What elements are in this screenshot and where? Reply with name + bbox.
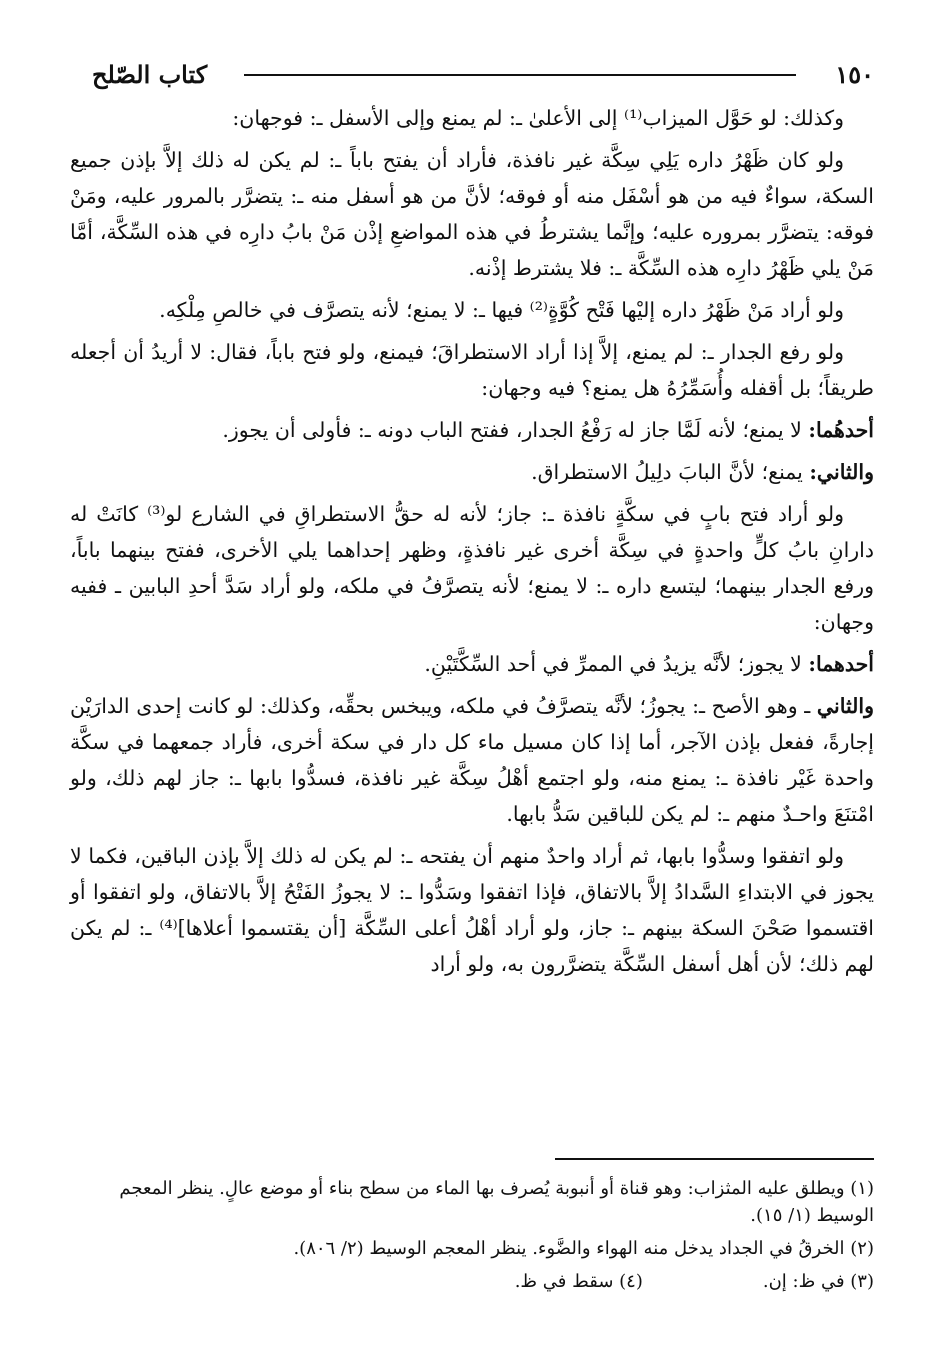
footnotes xyxy=(70,1175,874,1325)
paragraph-lead: أحدهُما: xyxy=(808,418,874,442)
paragraph: ولو أراد فتح بابٍ في سكَّةٍ نافذة ـ: جاز؛ لأنه له حقُّ الاستطراقِ في الشارع لو⁽³⁾ كانَتْ له دارانِ بابُ كلٍّ واحدةٍ في سِكَّة أخرى غير نافذةٍ، وظهر إحداهما يلي الأخرى، ففتح بينهما باباً، ورفع الجدار بينهما؛ ليتسع داره ـ: لا يمنع؛ لأنه يتصرَّفُ في ملكه، ولو أراد سَدَّ أحدِ البابين ـ ففيه وجهان: xyxy=(70,502,874,634)
footnote-2: (٢) الخرقُ في الجداد يدخل منه الهواء والضَّوء. ينظر المعجم الوسيط (٢/ ٨٠٦). xyxy=(293,1238,874,1259)
paragraph-lead: أحدهما: xyxy=(808,652,874,676)
book-title: كتاب الصّلح xyxy=(92,60,208,89)
footnote-4: (٤) سقط في ظ. xyxy=(514,1271,643,1292)
footnote-row xyxy=(70,1268,874,1295)
paragraph: ولو اتفقوا وسدُّوا بابها، ثم أراد واحدٌ منهم أن يفتحه ـ: لم يكن له ذلك إلاَّ بإذن الباقين، فكما لا يجوز في الابتداءِ السَّدادُ إلاَّ بالاتفاق، فإذا اتفقوا وسَدُّوا ـ: لا يجوزُ الفَتْحُ إلاَّ بالاتفاق، ولو اتفقوا أو اقتسموا صَحْنَ السكة بينهم ـ: جاز، ولو أراد أهْلُ أعلى السِّكَّة [أن يقتسموا أعلاها]⁽⁴⁾ ـ: لم يكن لهم ذلك؛ لأن أهل أسفل السِّكَّة يتضرَّرون به، ولو أراد xyxy=(70,844,874,976)
paragraph-lead: والثاني xyxy=(816,694,874,718)
footnote-separator xyxy=(555,1158,874,1160)
paragraph: ولو أراد مَنْ ظَهْرُ داره إليْها فَتْح كُوَّةٍ⁽²⁾ فيها ـ: لا يمنع؛ لأنه يتصرَّف في خالصِ مِلْكِه. xyxy=(159,298,844,322)
page-header xyxy=(92,60,874,94)
footnote-1: (١) ويطلق عليه المثزاب: وهو قناة أو أنبوبة يُصرف بها الماء من سطح بناء أو موضع عالٍ. ينظر المعجم الوسيط (١/ ١٥). xyxy=(119,1178,874,1226)
footnote-3: (٣) في ظ: إن. xyxy=(762,1271,874,1292)
page-number: ١٥٠ xyxy=(835,60,874,89)
paragraph: والثاني: يمنع؛ لأنَّ البابَ دلِيلُ الاستطراق. xyxy=(531,460,874,484)
paragraph-lead: والثاني: xyxy=(809,460,874,484)
paragraph: ولو رفع الجدار ـ: لم يمنع، إلاَّ إذا أراد الاستطراقَ؛ فيمنع، ولو فتح باباً، فقال: لا أريدُ أن أجعله طريقاً؛ بل أقفله وأُسَمِّرُهُ هل يمنع؟ فيه وجهان: xyxy=(70,340,874,400)
paragraph: أحدهما: لا يجوز؛ لأنَّه يزيدُ في الممرِّ في أحد السِّكَّتَيْنِ. xyxy=(424,652,874,676)
paragraph: والثاني ـ وهو الأصح ـ: يجوزُ؛ لأنَّه يتصرَّفُ في ملكه، ويبخس بحقِّه، وكذلك: لو كانت إحدى الدارَيْن إجارةً، ففعل بإذن الآجر، أما إذا كان مسيل ماء كل دار في سكة أخرى، فأراد جمعهما في سكَّة واحدة غَيْر نافذة ـ: يمنع منه، ولو اجتمع أهْلُ سِكَّة غير نافذة، فسدُّوا بابها ـ: جاز لهم ذلك، ولو امْتنَعَ واحـدٌ منهم ـ: لم يكن للباقين سَدُّ بابها. xyxy=(70,694,874,826)
main-text xyxy=(70,100,874,1155)
header-rule xyxy=(244,74,796,76)
paragraph: ولو كان ظَهْرُ داره يَلِي سِكَّة غير نافذة، فأراد أن يفتح باباً ـ: لم يكن له ذلك إلاَّ بإذن جميع السكة، سواءٌ فيه من هو أسْفَل منه أو فوقه؛ لأنَّ من هو أسفل منه ـ: يتضرَّر بالمرور عليه، ومَنْ فوقه: يتضرَّر بمروره عليه؛ وإنَّما يشترطُ في هذه المواضعِ إذْن مَنْ بابُ دارِه في هذه السِّكَّة، أمَّا مَنْ يلي ظَهْرُ دارِه هذه السِّكَّة ـ: فلا يشترط إذْنه. xyxy=(70,148,874,280)
paragraph: وكذلك: لو حَوَّل الميزاب⁽¹⁾ إلى الأعلىٰ ـ: لم يمنع وإلى الأسفل ـ: فوجهان: xyxy=(232,106,844,130)
paragraph: أحدهُما: لا يمنع؛ لأنه لَمَّا جاز له رَفْعُ الجدار، ففتح الباب دونه ـ: فأولى أن يجوز. xyxy=(222,418,874,442)
